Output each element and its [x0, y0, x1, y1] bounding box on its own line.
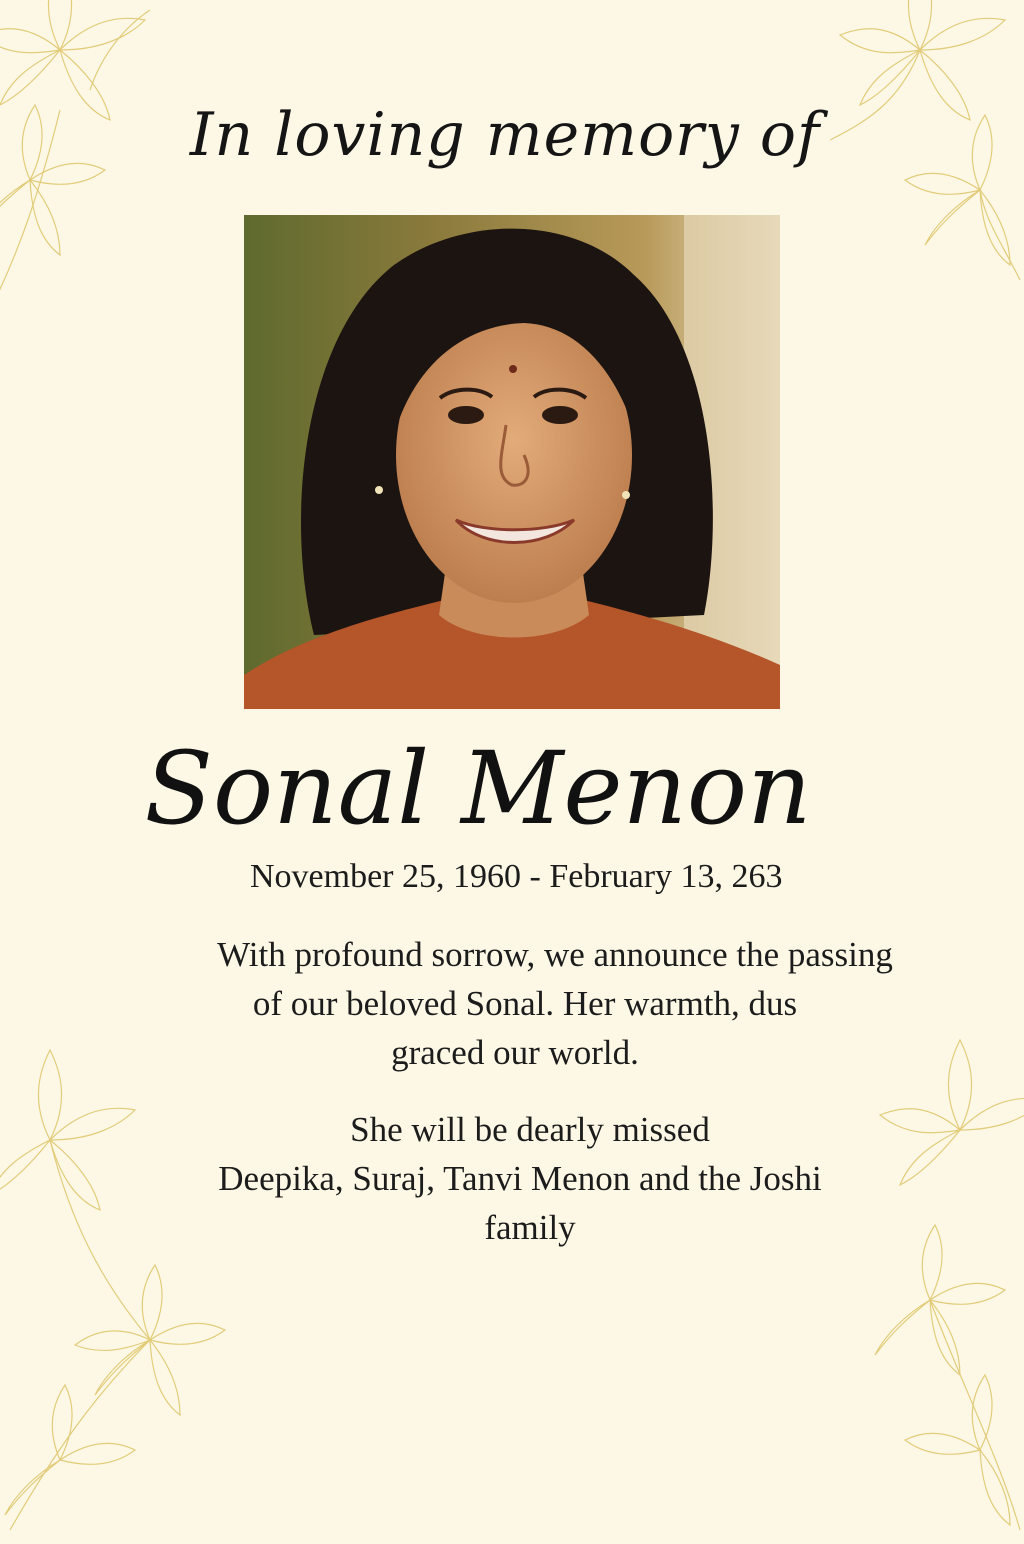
- message-line: of our beloved Sonal. Her warmth, dus: [252, 984, 798, 1023]
- portrait-photo-icon: [244, 215, 780, 709]
- message-line: With profound sorrow, we announce the passing: [217, 935, 893, 974]
- deceased-name: Sonal Menon: [144, 730, 812, 847]
- message-line: graced our world.: [391, 1033, 639, 1072]
- closing-line: Deepika, Suraj, Tanvi Menon and the Joshi: [218, 1159, 822, 1198]
- life-dates: November 25, 1960 - February 13, 263: [250, 858, 783, 895]
- closing-line: She will be dearly missed: [350, 1110, 710, 1149]
- heading-in-loving-memory: In loving memory of: [189, 100, 821, 170]
- closing-message: [140, 1105, 900, 1252]
- announcement-message: [160, 930, 950, 1077]
- closing-line: family: [484, 1208, 576, 1247]
